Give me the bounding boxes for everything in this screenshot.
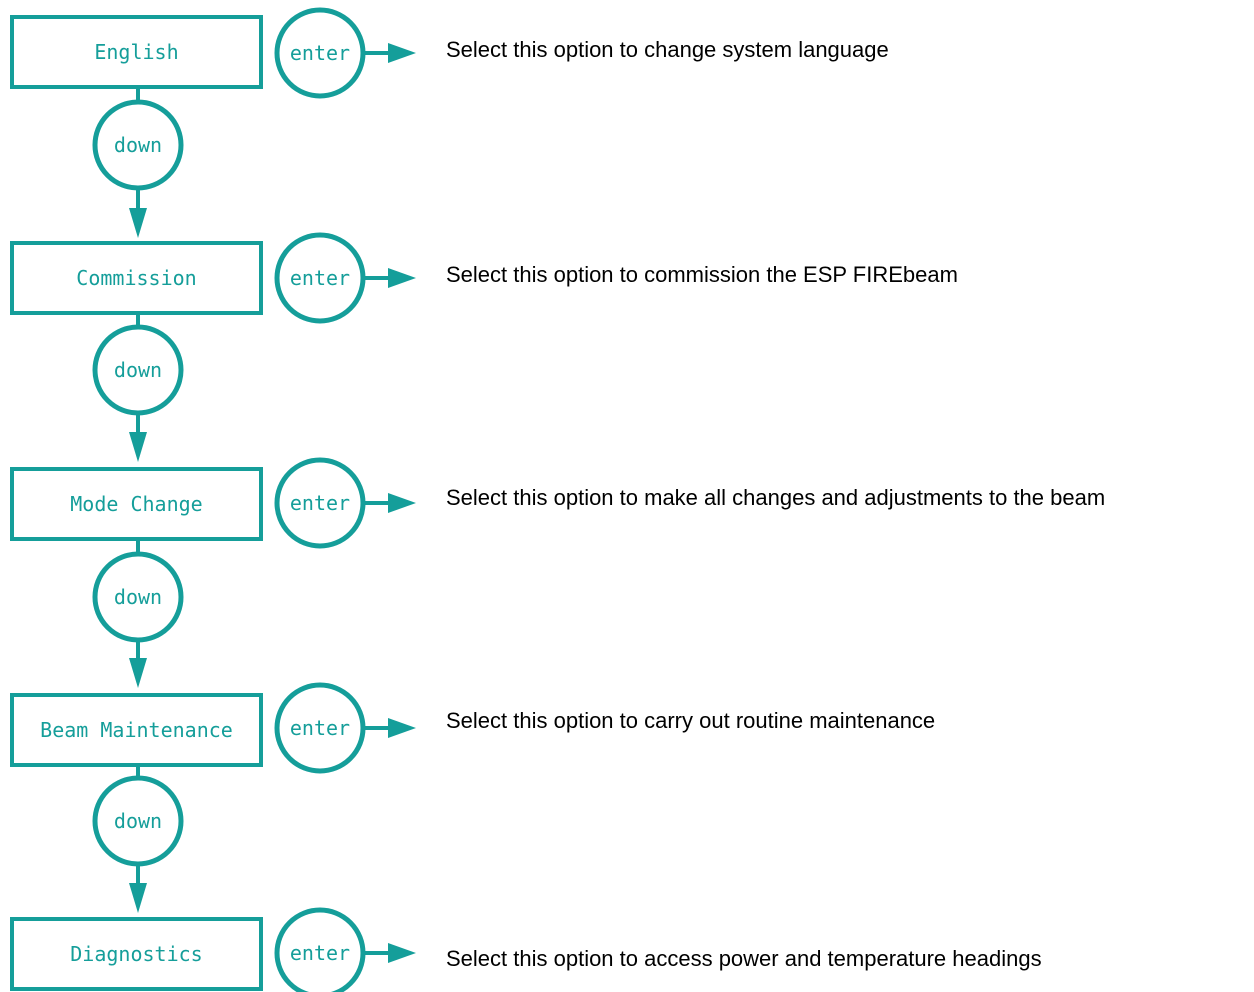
enter-arrowhead bbox=[388, 268, 416, 288]
enter-key-circle bbox=[277, 685, 363, 771]
description-mode-change: Select this option to make all changes and adjustments to the beam bbox=[446, 485, 1106, 510]
down-key-label: down bbox=[113, 809, 163, 833]
menu-item-label: Diagnostics bbox=[70, 942, 203, 966]
enter-arrowhead bbox=[388, 43, 416, 63]
enter-key-label: enter bbox=[289, 941, 351, 965]
menu-item-label: Mode Change bbox=[70, 492, 203, 516]
description-beam-maintenance: Select this option to carry out routine maintenance bbox=[446, 708, 936, 733]
enter-key-circle bbox=[277, 460, 363, 546]
menu-item-mode-change-box bbox=[12, 469, 261, 539]
enter-key-label: enter bbox=[289, 491, 351, 515]
menu-item-beam-maintenance-box bbox=[12, 695, 261, 765]
down-arrowhead bbox=[129, 883, 147, 913]
enter-key-label: enter bbox=[289, 266, 351, 290]
enter-key-circle bbox=[277, 10, 363, 96]
menu-item-label: Beam Maintenance bbox=[40, 718, 233, 742]
enter-key-circle bbox=[277, 235, 363, 321]
menu-item-label: English bbox=[94, 40, 179, 64]
down-key-circle bbox=[95, 778, 181, 864]
description-english: Select this option to change system language bbox=[446, 37, 889, 62]
enter-arrowhead bbox=[388, 493, 416, 513]
menu-item-label: Commission bbox=[76, 266, 197, 290]
down-arrowhead bbox=[129, 658, 147, 688]
description-commission: Select this option to commission the ESP FIREbeam bbox=[446, 262, 958, 287]
enter-arrowhead bbox=[388, 943, 416, 963]
menu-item-diagnostics-box bbox=[12, 919, 261, 989]
enter-key-circle bbox=[277, 910, 363, 992]
description-diagnostics: Select this option to access power and temperature headings bbox=[446, 946, 1042, 971]
enter-key-label: enter bbox=[289, 41, 351, 65]
menu-item-english-box bbox=[12, 17, 261, 87]
down-key-label: down bbox=[113, 358, 163, 382]
down-key-circle bbox=[95, 327, 181, 413]
down-key-label: down bbox=[113, 585, 163, 609]
down-key-label: down bbox=[113, 133, 163, 157]
down-key-circle bbox=[95, 554, 181, 640]
down-arrowhead bbox=[129, 432, 147, 462]
enter-arrowhead bbox=[388, 718, 416, 738]
down-key-circle bbox=[95, 102, 181, 188]
menu-item-commission-box bbox=[12, 243, 261, 313]
enter-key-label: enter bbox=[289, 716, 351, 740]
down-arrowhead bbox=[129, 208, 147, 238]
